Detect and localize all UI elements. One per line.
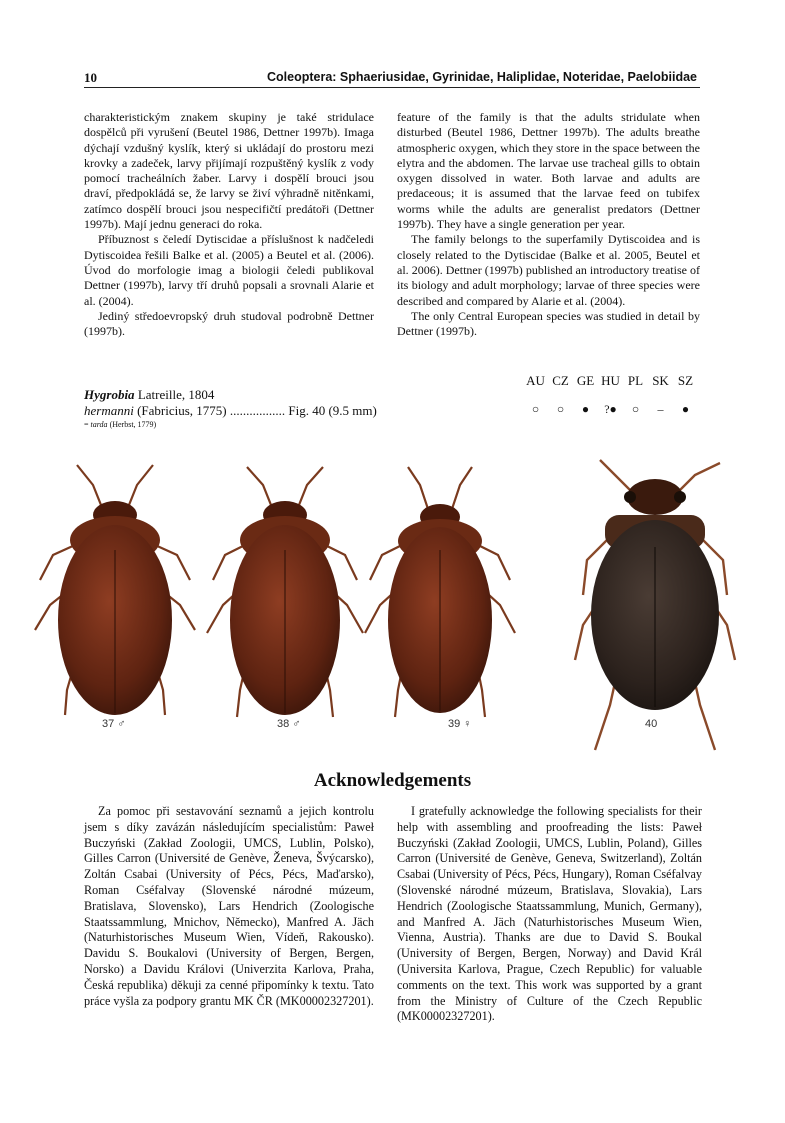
species-line xyxy=(84,403,377,419)
paragraph: The family belongs to the superfamily Dytiscoidea and is closely related to the Dytiscidae (Balke et al. 2005, Beutel et al. 2006). Dettner (1997b) published an introductory treatise of its biology and adult morphology; larvae of three species were described and compared by Alarie et al. (2004). xyxy=(397,232,700,308)
paragraph: feature of the family is that the adults stridulate when disturbed (Beutel 1986, Dettner 1997b). The adults breathe atmospheric oxygen, which they store in the space between the elytra and the abdomen. The larvae use tracheal gills to obtain oxygen dissolved in water. Both larvae and adults are predaceous; it is assumed that the larvae feed on tubifex worms while the adults are generalist predators (Dettner 1997b). They have a single generation per year. xyxy=(397,110,700,232)
status-symbol: ● xyxy=(581,402,590,416)
status-symbol: ?● xyxy=(604,402,617,416)
figure-label-38: 38 ♂ xyxy=(277,718,301,730)
figure-label-39: 39 ♀ xyxy=(448,718,472,730)
paragraph: I gratefully acknowledge the following specialists for their help with assembling and proofreading the lists: Paweł Buczyński (Zakład Zoologii, UMCS, Lublin, Poland), Gilles Carron (Université de Genève, Geneva, Switzerland), Zoltán Csabai (University of Pécs, Pécs, Hungary), Roman Cséfalvay (Slovenské národné múzeum, Bratislava, Slovakia), Lars Hendrich (Zoologische Staatssammlung, Munich, Germany), and Manfred A. Jäch (Naturhistorisches Museum Wien, Vienna, Austria). Thanks are due to David S. Boukal (University of Bergen, Bergen, Norway) and David Král (Universita Karlova, Prague, Czech Republic) for valuable comments on the text. This work was supported by a grant from the Ministry of Culture of the Czech Republic (MK00002327201). xyxy=(397,804,702,1024)
synonym-line xyxy=(84,420,156,429)
country-code: HU xyxy=(601,373,620,388)
beetle-figure-39 xyxy=(365,467,515,717)
beetle-figure-40 xyxy=(575,460,735,750)
status-symbol: – xyxy=(657,402,664,416)
status-symbol: ○ xyxy=(631,402,640,416)
acknowledgements-czech xyxy=(84,804,374,1009)
figure-label-37: 37 ♂ xyxy=(102,718,126,730)
running-title: Coleoptera: Sphaeriusidae, Gyrinidae, Haliplidae, Noteridae, Paelobiidae xyxy=(267,70,697,84)
country-code: SK xyxy=(652,373,669,388)
paragraph: Jediný středoevropský druh studoval podrobně Dettner (1997b). xyxy=(84,308,374,339)
beetle-figure-38 xyxy=(207,467,363,717)
beetle-figures xyxy=(30,455,770,765)
country-code: PL xyxy=(627,373,644,388)
synonym-author: (Herbst, 1779) xyxy=(107,420,157,429)
synonym-prefix: = xyxy=(84,420,91,429)
country-codes xyxy=(523,373,703,389)
paragraph: charakteristickým znakem skupiny je také stridulace dospělců při vyrušení (Beutel 1986, Dettner 1997b). Imaga dýchají vzdušný kyslík, který si ukládají do prostoru mezi krovky a zadeček, larvy přijímají rozpuštěný kyslík z vody pomocí tracheálních žaber. Larvy i dospělí brouci jsou draví, předpokládá se, že larvy se živí výhradně nitěnkami, zatímco dospělí brouci jsou nespecifičtí predátoři (Dettner 1997b). Mají jednu generaci do roka. xyxy=(84,110,374,232)
country-code: AU xyxy=(526,373,545,388)
right-column-text xyxy=(397,110,700,339)
distribution-status xyxy=(523,402,703,417)
country-code: GE xyxy=(576,373,595,388)
genus-author: Latreille, 1804 xyxy=(134,387,215,402)
country-code: SZ xyxy=(677,373,694,388)
beetle-figure-37 xyxy=(35,465,195,715)
page-number: 10 xyxy=(84,70,97,85)
acknowledgements-title: Acknowledgements xyxy=(313,770,472,791)
acknowledgements-english xyxy=(397,804,702,1025)
species-name: hermanni xyxy=(84,403,134,418)
header-rule xyxy=(84,87,700,88)
synonym-name: tarda xyxy=(90,420,108,429)
genus-line xyxy=(84,387,214,403)
status-symbol: ● xyxy=(681,402,690,416)
paragraph: Příbuznost s čeledí Dytiscidae a příslušnost k nadčeledi Dytiscoidea řešili Balke et al. (2005) a Beutel et al. (2006). Úvod do morfologie imag a biologii čeledi publikoval Dettner (1997b), larvy tří druhů popsali a srovnali Alarie et al. (2004). xyxy=(84,232,374,308)
left-column-text xyxy=(84,110,374,339)
species-author: (Fabricius, 1775) ................. Fig. 40 (9.5 mm) xyxy=(133,403,377,418)
genus-name: Hygrobia xyxy=(84,387,135,402)
figure-label-40: 40 xyxy=(645,718,658,730)
status-symbol: ○ xyxy=(531,402,540,416)
status-symbol: ○ xyxy=(556,402,565,416)
paragraph: Za pomoc při sestavování seznamů a jejich kontrolu jsem s díky zavázán následujícím specialistům: Paweł Buczyński (Zakład Zoologii, UMCS, Lublin, Polsko), Gilles Carron (Université de Genève, Ženeva, Švýcarsko), Zoltán Csabai (University of Pécs, Pécs, Maďarsko), Roman Cséfalvay (Slovenské národné múzeum, Bratislava, Slovensko), Lars Hendrich (Zoologische Staatssammlung, Mnichov, Německo), Manfred A. Jäch (Naturhistorisches Museum Wien, Vídeň, Rakousko). Davidu S. Boukalovi (University of Bergen, Bergen, Norsko) a Davidu Královi (Univerzita Karlova, Praha, Česká republika) děkuji za cenné připomínky k textu. Tato práce vyšla za podpory grantu MK ČR (MK00002327201). xyxy=(84,804,374,1008)
country-code: CZ xyxy=(552,373,569,388)
paragraph: The only Central European species was studied in detail by Dettner (1997b). xyxy=(397,308,700,339)
